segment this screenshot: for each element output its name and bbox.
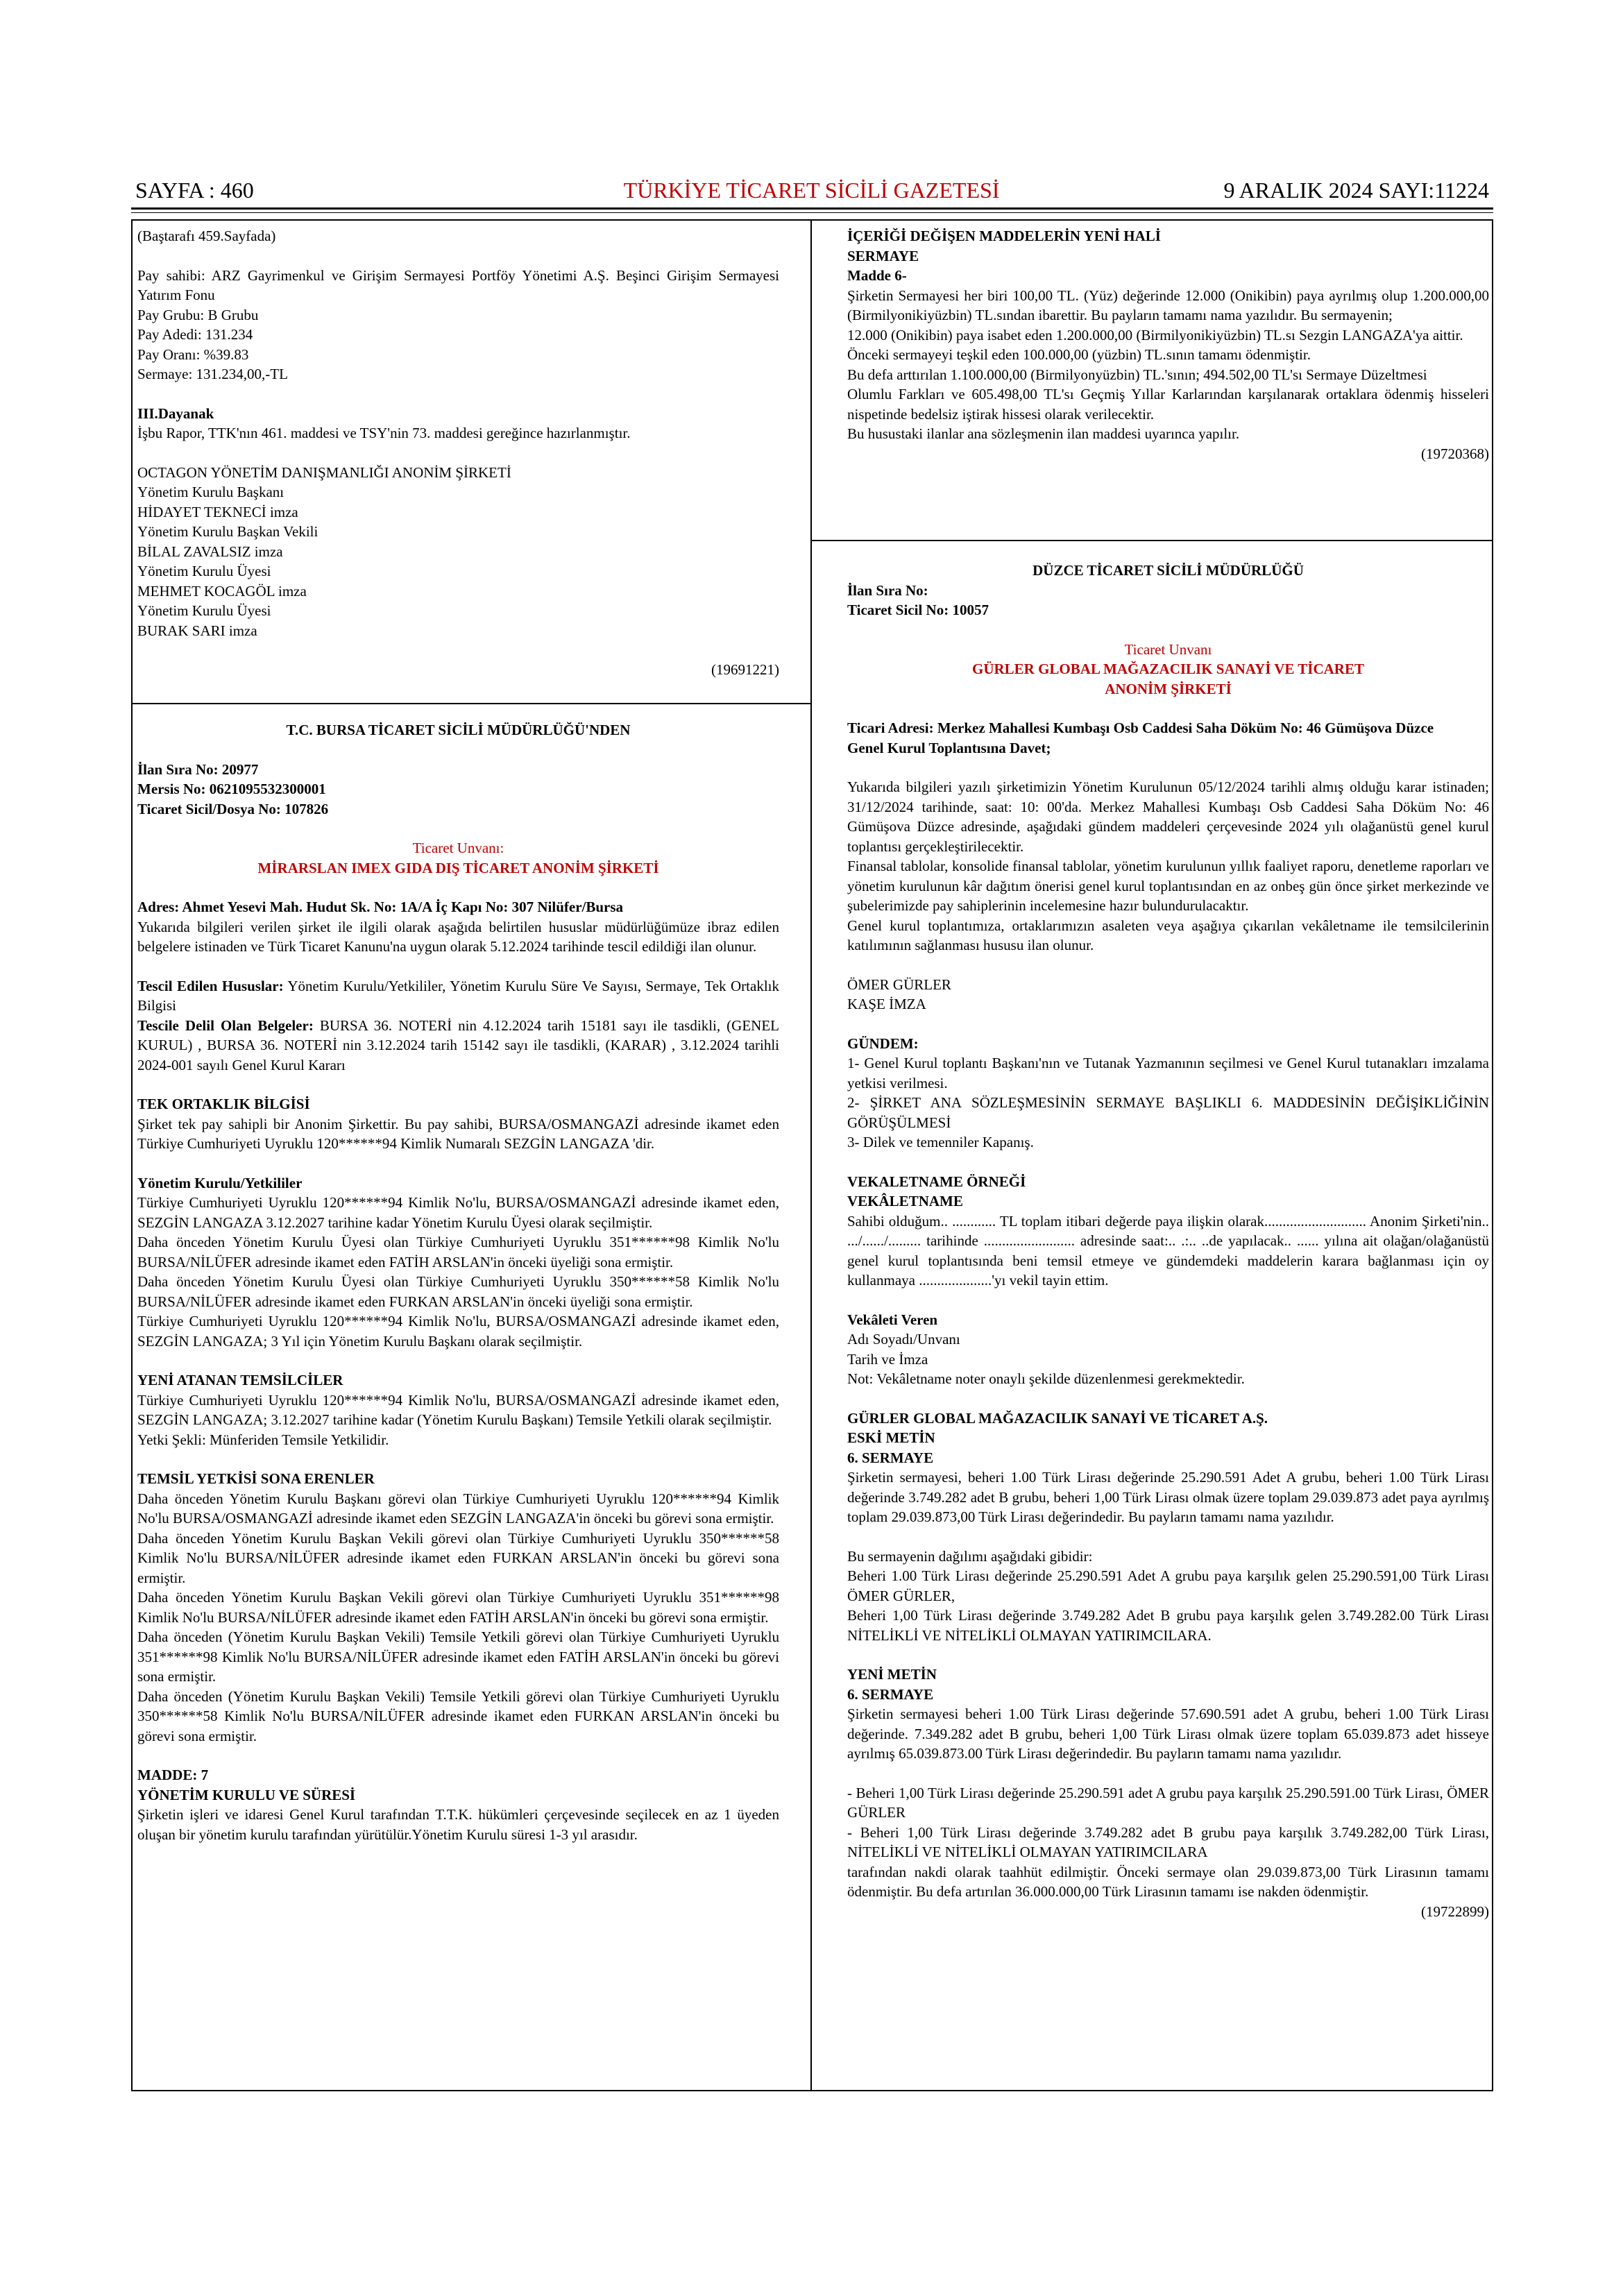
notice-ref-number: (19722899) (1421, 1903, 1489, 1920)
article-7-title: MADDE: 7 (137, 1767, 209, 1783)
trade-name-label: Ticaret Unvanı: (412, 840, 504, 856)
registry-number: Ticaret Sicil/Dosya No: 107826 (137, 800, 329, 817)
amended-title: İÇERİĞİ DEĞİŞEN MADDELERİN YENİ HALİ (847, 228, 1161, 244)
proxy-giver-line: Adı Soyadı/Unvanı (847, 1331, 960, 1347)
trade-name-label: Ticaret Unvanı (1124, 640, 1212, 658)
registered-matters (137, 976, 779, 1016)
share-holder: Pay sahibi: ARZ Gayrimenkul ve Girişim Sermayesi Portföy Yönetimi A.Ş. Beşinci Girişim Sermayesi Yatırım Fonu (137, 266, 779, 303)
share-count: Pay Adedi: 131.234 (137, 326, 253, 343)
frame-bottom-line-left (131, 2090, 810, 2091)
proxy-title: VEKÂLETNAME (847, 1193, 963, 1209)
signer-line: BİLAL ZAVALSIZ imza (137, 543, 283, 560)
agenda-item: 2- ŞİRKET ANA SÖZLEŞMESİNİN SERMAYE BAŞLIKLI 6. MADDESİNİN DEĞİŞİKLİĞİNİN GÖRÜŞÜLMESİ (847, 1094, 1489, 1131)
distribution-paragraph: Bu sermayenin dağılımı aşağıdaki gibidir: (847, 1547, 1093, 1565)
trade-name-line2: ANONİM ŞİRKETİ (1105, 680, 1232, 697)
proxy-text: Sahibi olduğum.. ............ TL toplam itibari değerde paya ilişkin olarak............................ Anonim Şirketi'nin.. .../....../......... tarihinde ......................... adresinde saat:.. .:.. ..de yapılacak.. ...... yılına ait olağan/olağanüstü genel kurul toplantısında beni temsil etmeye ve gündemdeki maddelerin karara bağlanması için oy kullanmaya ....................'yı vekil tayin ettim. (847, 1212, 1489, 1289)
trade-name: MİRARSLAN IMEX GIDA DIŞ TİCARET ANONİM ŞİRKETİ (257, 859, 659, 876)
registry-number: Ticaret Sicil No: 10057 (847, 602, 989, 618)
registry-office: T.C. BURSA TİCARET SİCİLİ MÜDÜRLÜĞÜ'NDEN (286, 722, 631, 738)
notice-duzce (847, 561, 1489, 1921)
terminated-authority-paragraph: Daha önceden (Yönetim Kurulu Başkan Vekili) Temsile Yetkili görevi olan Türkiye Cumhuriyeti Uyruklu 350******58 Kimlik No'lu BURSA/NİLÜFER adresinde ikamet eden FURKAN ARSLAN'in önceki bu görevi sona ermiştir. (137, 1687, 779, 1744)
notice-octagon (137, 226, 779, 680)
proxy-sample-title: VEKALETNAME ÖRNEĞİ (847, 1173, 1026, 1190)
notice-bursa (137, 720, 779, 1844)
company-name: OCTAGON YÖNETİM DANIŞMANLIĞI ANONİM ŞİRKETİ (137, 464, 511, 481)
registered-matters-label: Tescil Edilen Hususlar: (137, 977, 284, 994)
new-representatives-paragraph: Türkiye Cumhuriyeti Uyruklu 120******94 Kimlik No'lu, BURSA/OSMANGAZİ adresinde ikamet eden, SEZGİN LANGAZA; 3.12.2027 tarihine kadar (Yönetim Kurulu Başkanı) Temsile Yetkili olarak seçilmiştir. (137, 1391, 779, 1428)
board-paragraph: Türkiye Cumhuriyeti Uyruklu 120******94 Kimlik No'lu, BURSA/OSMANGAZİ adresinde ikamet eden, SEZGİN LANGAZA; 3 Yıl için Yönetim Kurulu Başkanı olarak seçilmiştir. (137, 1313, 779, 1350)
registry-office: DÜZCE TİCARET SİCİLİ MÜDÜRLÜĞÜ (1033, 562, 1304, 579)
new-article-paragraph: Şirketin sermayesi beheri 1.00 Türk Lirası değerinde 57.690.591 adet A grubu, beheri 1.00 Türk Lirası değerinde. 7.349.282 adet B grubu, beheri 1,00 Türk Lirası olmak üzere toplam 65.039.873 adet hisseye ayrılmış 65.039.873.00 Türk Lirası değerindedir. Bu payların tamamı nama yazılıdır. (847, 1706, 1489, 1762)
terminated-authority-paragraph: Daha önceden Yönetim Kurulu Başkanı görevi olan Türkiye Cumhuriyeti Uyruklu 120******94 Kimlik No'lu BURSA/OSMANGAZİ adresinde ikamet eden SEZGİN LANGAZA'in önceki bu görevi sona ermiştir. (137, 1490, 779, 1527)
article-paragraph: Önceki sermayeyi teşkil eden 100.000,00 (yüzbin) TL.sının tamamı ödenmiştir. (847, 346, 1311, 363)
share-capital: Sermaye: 131.234,00,-TL (137, 366, 288, 382)
notice-ref-number: (19720368) (1421, 445, 1489, 462)
agenda-title: GÜNDEM: (847, 1035, 919, 1052)
allocation-paragraph: tarafından nakdi olarak taahhüt edilmiştir. Önceki sermaye olan 29.039.873,00 Türk Lirasının tamamı ödenmiştir. Bu defa artırılan 36.000.000,00 Türk Lirasının tamamı ise nakden ödenmiştir. (847, 1863, 1489, 1900)
notice-number: İlan Sıra No: 20977 (137, 760, 259, 778)
basis-text: İşbu Rapor, TTK'nın 461. maddesi ve TSY'nin 73. maddesi gereğince hazırlanmıştır. (137, 425, 631, 441)
old-text-title: ESKİ METİN (847, 1429, 935, 1446)
allocation-paragraph: - Beheri 1,00 Türk Lirası değerinde 3.749.282 adet B grubu paya karşılık 3.749.282,00 Türk Lirası, NİTELİKLİ VE NİTELİKLİ OLMAYAN YATIRIMCILARA (847, 1823, 1489, 1860)
article-paragraph: 12.000 (Onikibin) paya isabet eden 1.200.000,00 (Birmilyonikiyüzbin) TL.sı Sezgin LANGAZA'ya aittir. (847, 326, 1463, 343)
basis-title: III.Dayanak (137, 405, 214, 422)
trade-name: GÜRLER GLOBAL MAĞAZACILIK SANAYİ VE TİCARET (972, 661, 1364, 677)
article-number: Madde 6- (847, 267, 907, 284)
signer-line: MEHMET KOCAGÖL imza (137, 582, 307, 599)
meeting-invitation: Genel Kurul Toplantısına Davet; (847, 739, 1051, 756)
article-7-subtitle: YÖNETİM KURULU VE SÜRESİ (137, 1786, 356, 1803)
article-paragraph: Olumlu Farkları ve 605.498,00 TL'sı Geçmiş Yıllar Karlarından karşılanarak ortaklara ödenmiş hisseleri nispetinde bedelsiz iştirak hissesi olarak verilecektir. (847, 386, 1489, 423)
company-address: Adres: Ahmet Yesevi Mah. Hudut Sk. No: 1A/A İç Kapı No: 307 Nilüfer/Bursa (137, 899, 624, 915)
board-paragraph: Türkiye Cumhuriyeti Uyruklu 120******94 Kimlik No'lu, BURSA/OSMANGAZİ adresinde ikamet eden, SEZGİN LANGAZA 3.12.2027 tarihine kadar Yönetim Kurulu Üyesi olarak seçilmiştir. (137, 1194, 779, 1231)
frame-left-line (131, 219, 133, 2091)
article-paragraph: Şirketin Sermayesi her biri 100,00 TL. (Yüz) değerinde 12.000 (Onikibin) paya ayrılmış olup 1.200.000,00 (Birmilyonikiyüzbin) TL.sından ibarettir. Bu payların tamamı nama yazılıdır. Bu sermayenin; (847, 287, 1489, 323)
continuation-note: (Baştarafı 459.Sayfada) (137, 228, 276, 244)
page-number: SAYFA : 460 (135, 178, 254, 203)
evidence-text: BURSA 36. NOTERİ nin 4.12.2024 tarih 15181 sayı ile tasdikli, (GENEL KURUL) , BURSA 36. NOTERİ nin 3.12.2024 tarih 15142 sayı ile tasdikli, (KARAR) , 3.12.2024 tarihli 2024-001 sayılı Genel Kurul Kararı (137, 1017, 779, 1073)
old-article-title: 6. SERMAYE (847, 1449, 934, 1466)
signer-name: ÖMER GÜRLER (847, 976, 951, 993)
allocation-paragraph: - Beheri 1,00 Türk Lirası değerinde 25.290.591 adet A grubu paya karşılık 25.290.591.00 Türk Lirası, ÖMER GÜRLER (847, 1784, 1489, 1821)
signer-stamp: KAŞE İMZA (847, 996, 926, 1012)
distribution-paragraph: Beheri 1.00 Türk Lirası değerinde 25.290.591 Adet A grubu paya karşılık gelen 25.290.591,00 Türk Lirası ÖMER GÜRLER, (847, 1567, 1489, 1604)
signer-line: Yönetim Kurulu Üyesi (137, 602, 271, 619)
terminated-authority-paragraph: Daha önceden Yönetim Kurulu Başkan Vekili görevi olan Türkiye Cumhuriyeti Uyruklu 351******98 Kimlik No'lu BURSA/NİLÜFER adresinde ikamet eden FATİH ARSLAN'in önceki bu görevi sona ermiştir. (137, 1589, 779, 1626)
frame-top-line-right (810, 219, 1493, 221)
signer-line: Yönetim Kurulu Başkan Vekili (137, 523, 318, 540)
meeting-paragraph: Finansal tablolar, konsolide finansal tablolar, yönetim kurulunun yıllık faaliyet raporu, denetleme raporları ve yönetim kurulunun kâr dağıtım önerisi genel kurul toplantısından en az onbeş gün önce şirket merkezinde ve şubelerimizde pay sahiplerinin incelemesine hazır bulundurulacaktır. (847, 858, 1489, 914)
single-shareholder-title: TEK ORTAKLIK BİLGİSİ (137, 1096, 310, 1112)
notice-number: İlan Sıra No: (847, 581, 928, 599)
article-paragraph: Bu husustaki ilanlar ana sözleşmenin ilan maddesi uyarınca yapılır. (847, 425, 1240, 442)
signer-line: BURAK SARI imza (137, 622, 257, 639)
header-rule (131, 207, 1493, 210)
signer-line: Yönetim Kurulu Başkanı (137, 484, 284, 500)
section-divider-right (810, 540, 1493, 541)
frame-top-line-left (131, 219, 810, 221)
notice-amended-articles (847, 226, 1489, 464)
new-article-title: 6. SERMAYE (847, 1685, 934, 1703)
terminated-authority-paragraph: Daha önceden Yönetim Kurulu Başkan Vekili görevi olan Türkiye Cumhuriyeti Uyruklu 350******58 Kimlik No'lu BURSA/NİLÜFER adresinde ikamet eden FURKAN ARSLAN'in önceki bu görevi sona ermiştir. (137, 1529, 779, 1586)
frame-bottom-line-right (810, 2090, 1493, 2091)
meeting-paragraph: Genel kurul toplantımıza, ortaklarımızın asaleten veya aşağıya çıkarılan vekâletname ile temsilcilerinin katılımının sağlanması hususu ilan olunur. (847, 917, 1489, 953)
agenda-item: 3- Dilek ve temenniler Kapanış. (847, 1134, 1034, 1150)
company-address: Ticari Adresi: Merkez Mahallesi Kumbaşı Osb Caddesi Saha Döküm No: 46 Gümüşova Düzce (847, 720, 1434, 736)
article-paragraph: Bu defa arttırılan 1.100.000,00 (Birmilyonyüzbin) TL.'sının; 494.502,00 TL'sı Sermaye Düzeltmesi (847, 366, 1427, 383)
gazette-title: TÜRKİYE TİCARET SİCİLİ GAZETESİ (623, 178, 1000, 203)
signer-line: Yönetim Kurulu Üyesi (137, 563, 271, 579)
share-group: Pay Grubu: B Grubu (137, 306, 259, 323)
registered-matters-text: Yönetim Kurulu/Yetkililer, Yönetim Kurulu Süre Ve Sayısı, Sermaye, Tek Ortaklık Bilgisi (137, 977, 779, 1014)
distribution-paragraph: Beheri 1,00 Türk Lirası değerinde 3.749.282 Adet B grubu paya karşılık gelen 3.749.282.00 Türk Lirası NİTELİKLİ VE NİTELİKLİ OLMAYAN YATIRIMCILARA. (847, 1607, 1489, 1644)
terminated-authority-title: TEMSİL YETKİSİ SONA ERENLER (137, 1470, 375, 1487)
board-paragraph: Daha önceden Yönetim Kurulu Üyesi olan Türkiye Cumhuriyeti Uyruklu 350******58 Kimlik No'lu BURSA/NİLÜFER adresinde ikamet eden FURKAN ARSLAN'in önceki üyeliği sona ermiştir. (137, 1273, 779, 1310)
header-rule-thin (131, 212, 1493, 213)
issue-date: 9 ARALIK 2024 SAYI:11224 (1223, 178, 1489, 203)
proxy-giver-line: Not: Vekâletname noter onaylı şekilde düzenlenmesi gerekmektedir. (847, 1370, 1245, 1387)
evidence-documents (137, 1016, 779, 1075)
board-paragraph: Daha önceden Yönetim Kurulu Üyesi olan Türkiye Cumhuriyeti Uyruklu 351******98 Kimlik No'lu BURSA/NİLÜFER adresinde ikamet eden FATİH ARSLAN'in önceki üyeliği sona ermiştir. (137, 1234, 779, 1270)
board-title: Yönetim Kurulu/Yetkililer (137, 1174, 303, 1191)
notice-intro: Yukarıda bilgileri verilen şirket ile ilgili olarak aşağıda belirtilen hususlar müdürlüğümüze ibraz edilen belgelere istinaden ve Türk Ticaret Kanunu'na uygun olarak 5.12.2024 tarihinde tescil edildiği ilan olunur. (137, 918, 779, 955)
company-title: GÜRLER GLOBAL MAĞAZACILIK SANAYİ VE TİCARET A.Ş. (847, 1409, 1268, 1427)
agenda-item: 1- Genel Kurul toplantı Başkanı'nın ve Tutanak Yazmanının seçilmesi ve Genel Kurul tutanakları imzalama yetkisi verilmesi. (847, 1055, 1489, 1091)
mersis-number: Mersis No: 0621095532300001 (137, 781, 326, 797)
single-shareholder-text: Şirket tek pay sahipli bir Anonim Şirkettir. Bu pay sahibi, BURSA/OSMANGAZİ adresinde ikamet eden Türkiye Cumhuriyeti Uyruklu 120******94 Kimlik Numaralı SEZGİN LANGAZA 'dir. (137, 1115, 779, 1152)
signer-line: HİDAYET TEKNECİ imza (137, 503, 298, 520)
new-representatives-title: YENİ ATANAN TEMSİLCİLER (137, 1372, 343, 1388)
evidence-label: Tescile Delil Olan Belgeler: (137, 1017, 314, 1034)
proxy-giver-line: Tarih ve İmza (847, 1350, 928, 1368)
notice-ref-number: (19691221) (711, 661, 779, 678)
share-ratio: Pay Oranı: %39.83 (137, 346, 249, 363)
old-article-paragraph: Şirketin sermayesi, beheri 1.00 Türk Lirası değerinde 25.290.591 Adet A grubu, beheri 1.00 Türk Lirası değerinde 3.749.282 adet B grubu, beheri 1,00 Türk Lirası olmak üzere toplam 29.039.873 adet paya ayrılmış toplam 29.039.873,00 Türk Lirası değerindedir. Bu payların tamamı nama yazılıdır. (847, 1469, 1489, 1525)
frame-right-line (1492, 219, 1493, 2091)
terminated-authority-paragraph: Daha önceden (Yönetim Kurulu Başkan Vekili) Temsile Yetkili görevi olan Türkiye Cumhuriyeti Uyruklu 351******98 Kimlik No'lu BURSA/NİLÜFER adresinde ikamet eden FATİH ARSLAN'in önceki bu görevi sona ermiştir. (137, 1629, 779, 1685)
new-representatives-paragraph: Yetki Şekli: Münferiden Temsile Yetkilidir. (137, 1431, 389, 1448)
meeting-paragraph: Yukarıda bilgileri yazılı şirketimizin Yönetim Kurulunun 05/12/2024 tarihli almış olduğu karar istinaden; 31/12/2024 tarihinde, saat: 10: 00'da. Merkez Mahallesi Kumbaşı Osb Caddesi Saha Döküm No: 46 Gümüşova Düzce adresinde, aşağıdaki gündem maddeleri çerçevesinde 2024 yılı olağanüstü genel kurul toplantısı gerçekleştirilecektir. (847, 779, 1489, 855)
article-7-text: Şirketin işleri ve idaresi Genel Kurul tarafından T.T.K. hükümleri çerçevesinde seçilecek en az 1 üyeden oluşan bir yönetim kurulu tarafından yürütülür.Yönetim Kurulu süresi 1-3 yıl arasıdır. (137, 1806, 779, 1843)
column-divider (810, 219, 812, 2091)
new-text-title: YENİ METİN (847, 1666, 937, 1683)
proxy-giver-title: Vekâleti Veren (847, 1311, 938, 1328)
section-divider-left (131, 703, 810, 704)
capital-heading: SERMAYE (847, 247, 919, 264)
